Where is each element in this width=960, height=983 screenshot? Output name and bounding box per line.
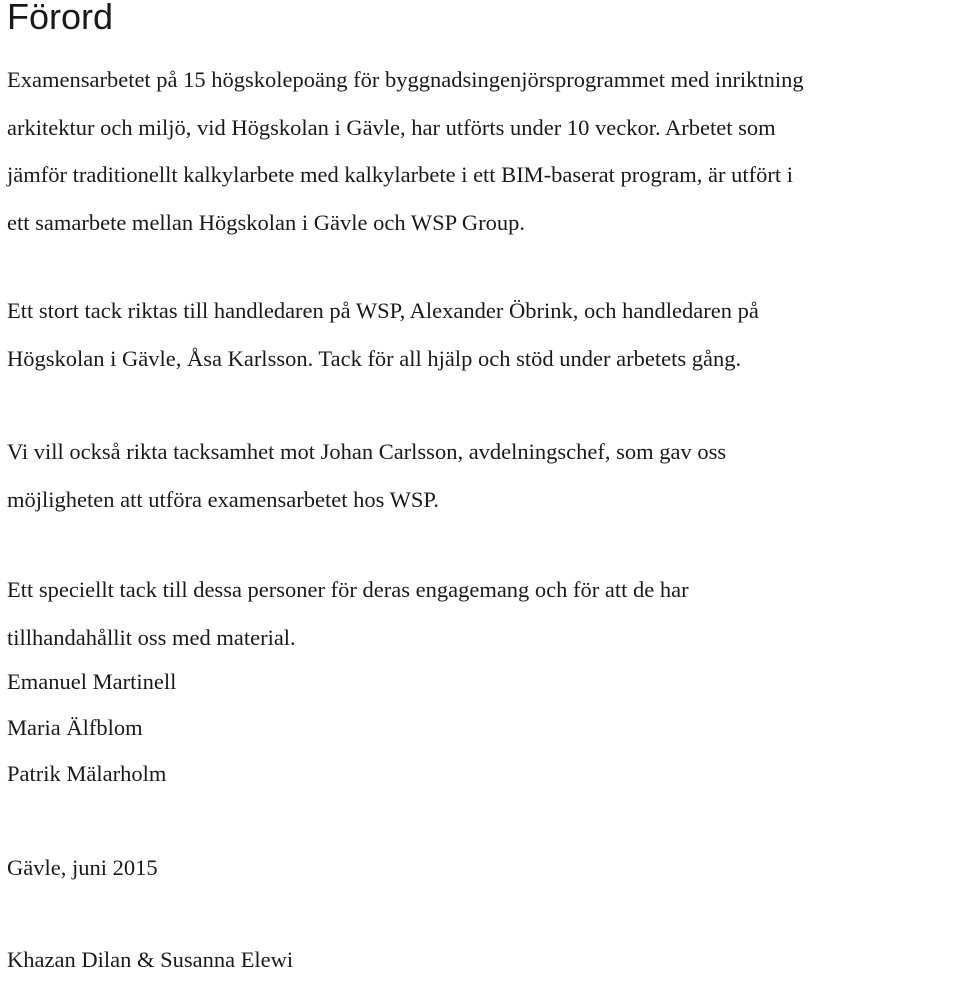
paragraph-intro [7, 56, 804, 246]
text-line: ett samarbete mellan Högskolan i Gävle och WSP Group. [7, 209, 526, 235]
signatory-name: Maria Älfblom [7, 715, 143, 740]
paragraph-thanks-people [7, 566, 689, 661]
text-line: tillhandahållit oss med material. [7, 624, 296, 650]
text-line: jämför traditionellt kalkylarbete med kalkylarbete i ett BIM-baserat program, är utfört i [7, 162, 793, 187]
text-line: möjligheten att utföra examensarbetet hos WSP. [7, 486, 439, 512]
text-line: Ett stort tack riktas till handledaren på WSP, Alexander Öbrink, och handledaren på [7, 298, 759, 323]
signatory-name: Emanuel Martinell [7, 669, 177, 694]
paragraph-thanks-supervisors [7, 287, 759, 382]
place-date: Gävle, juni 2015 [7, 855, 158, 880]
paragraph-thanks-manager [7, 428, 726, 523]
signatory-name: Patrik Mälarholm [7, 761, 167, 786]
signatory-list [7, 659, 176, 797]
text-line: Ett speciellt tack till dessa personer för deras engagemang och för att de har [7, 577, 689, 602]
text-line: arkitektur och miljö, vid Högskolan i Gävle, har utförts under 10 veckor. Arbetet som [7, 114, 776, 140]
text-line: Högskolan i Gävle, Åsa Karlsson. Tack för all hjälp och stöd under arbetets gång. [7, 345, 742, 371]
text-line: Examensarbetet på 15 högskolepoäng för byggnadsingenjörsprogrammet med inriktning [7, 67, 804, 92]
text-line: Vi vill också rikta tacksamhet mot Johan Carlsson, avdelningschef, som gav oss [7, 439, 727, 464]
authors: Khazan Dilan & Susanna Elewi [7, 947, 294, 972]
page-title: Förord [7, 0, 114, 37]
